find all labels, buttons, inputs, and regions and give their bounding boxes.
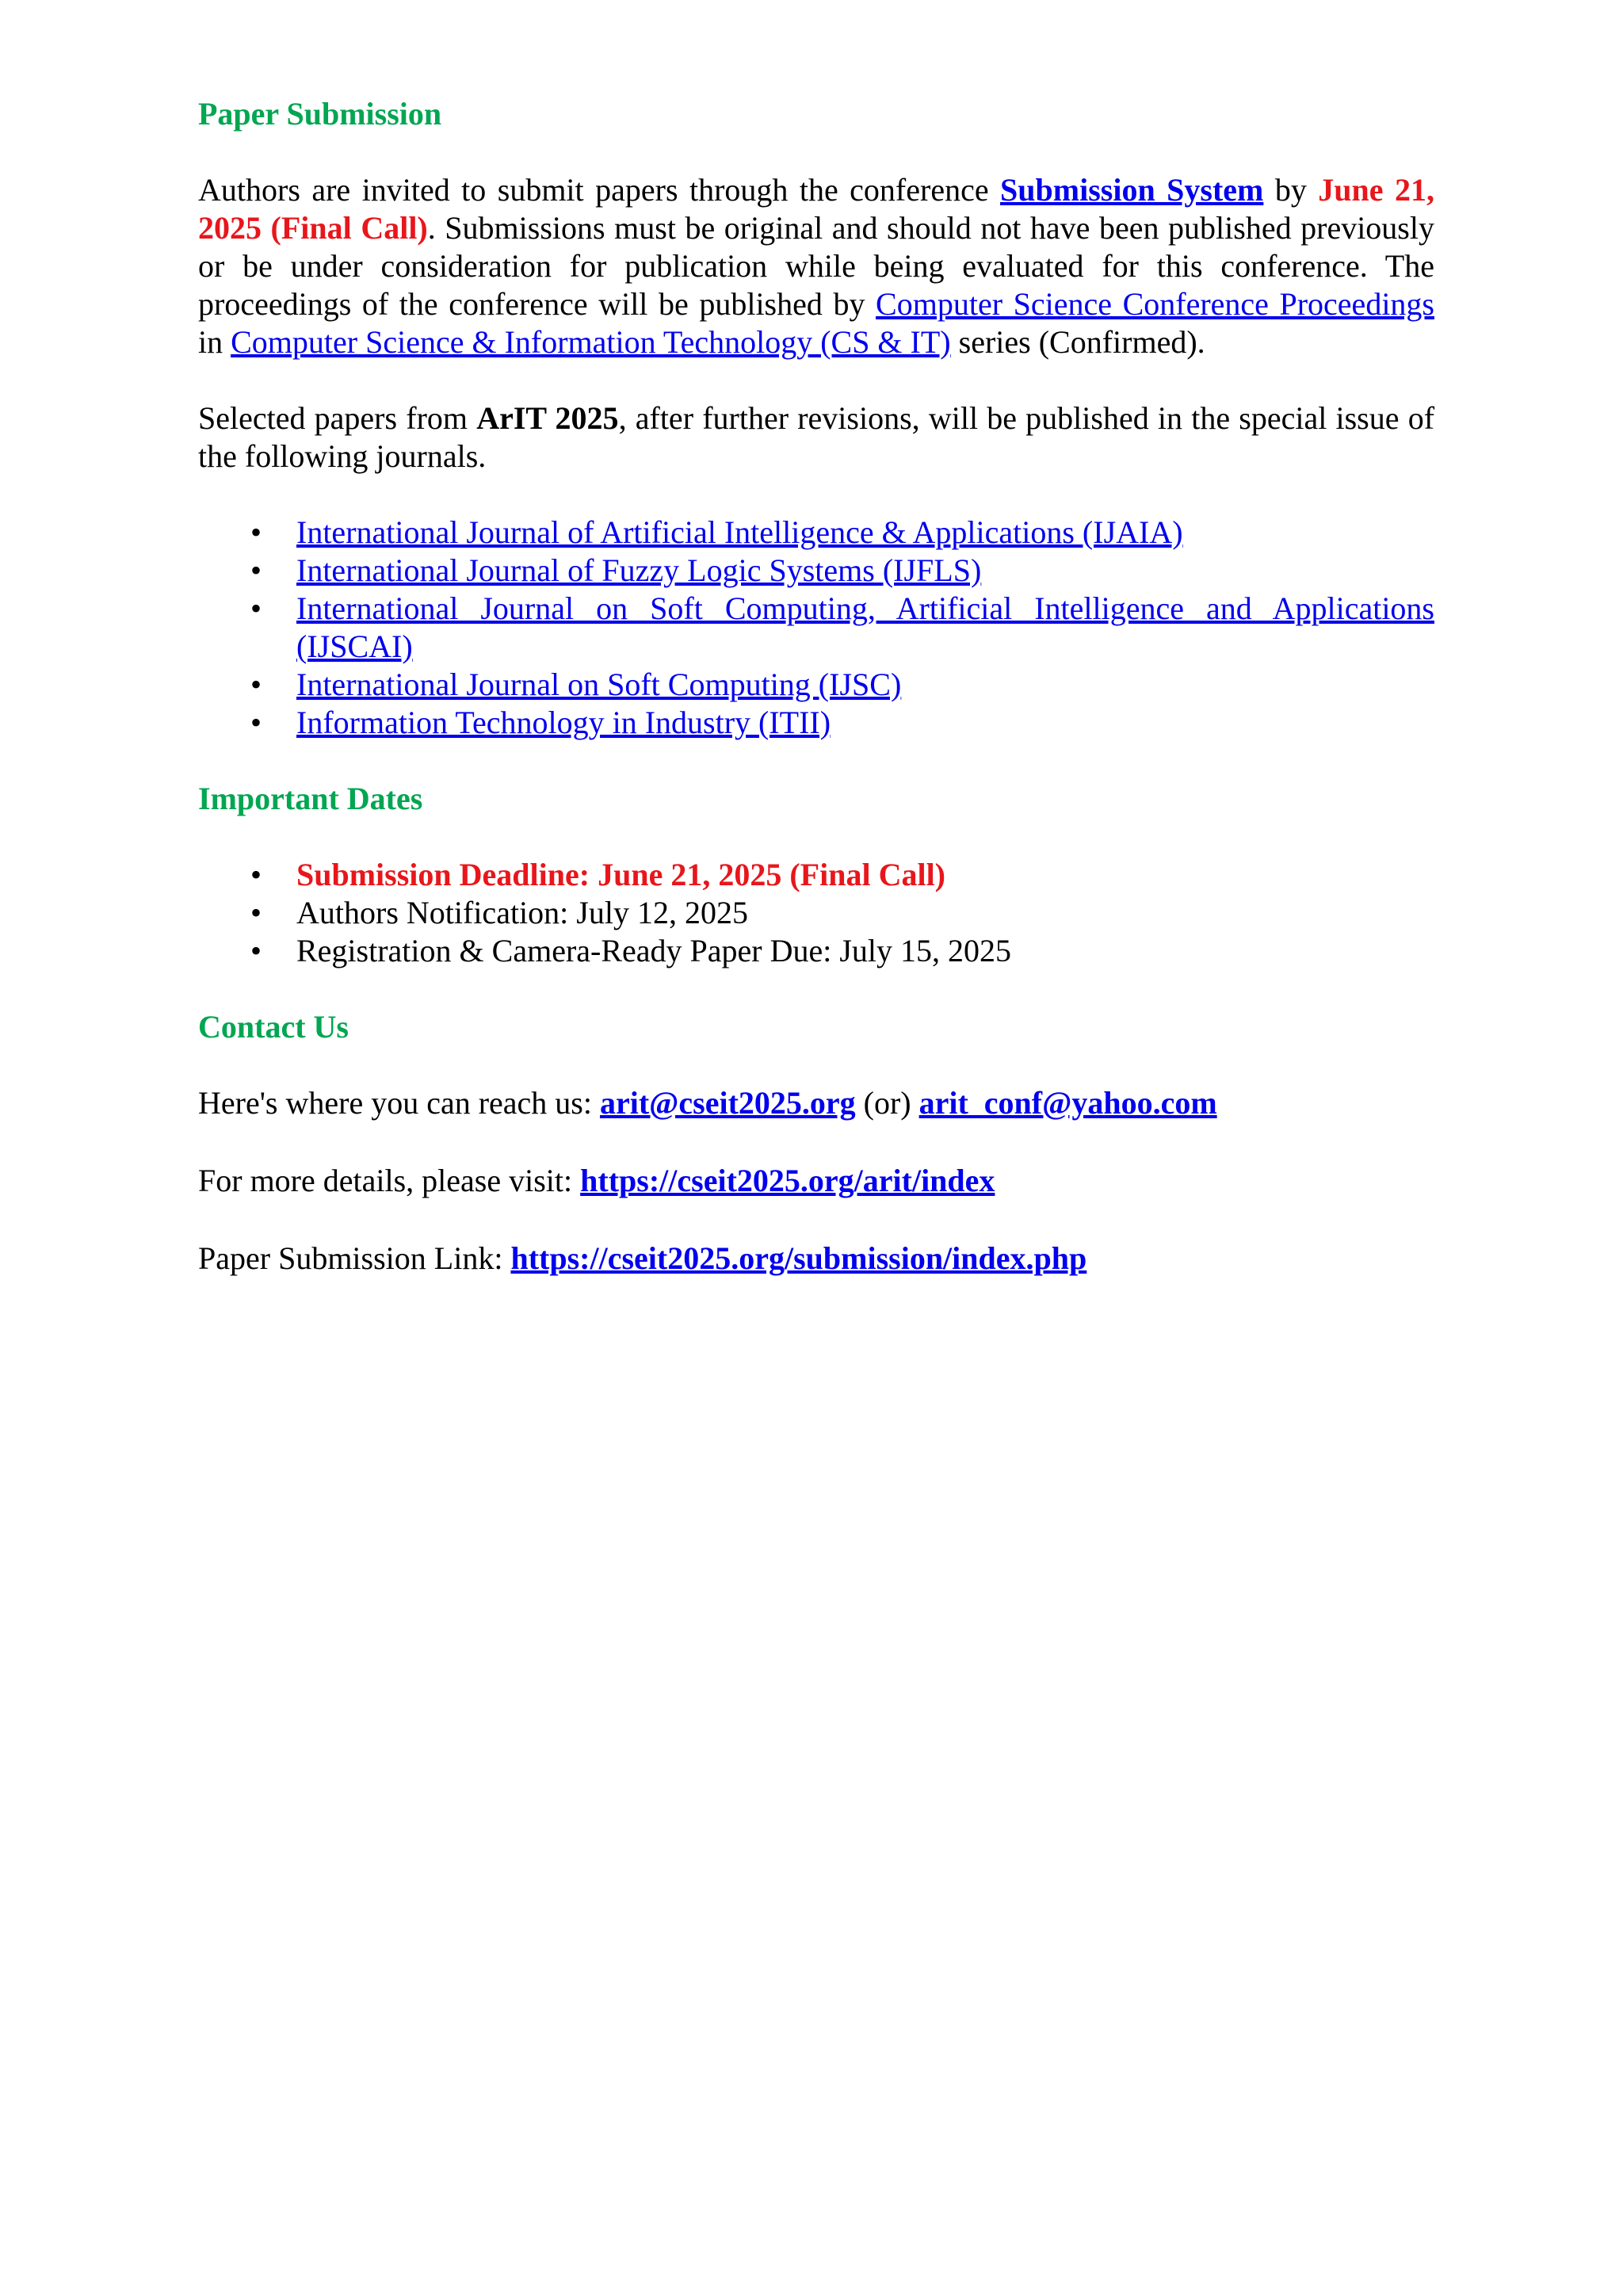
contact-line: Here's where you can reach us: arit@cseit2025.org (or) arit_conf@yahoo.com bbox=[198, 1085, 1217, 1121]
email-link-primary[interactable]: arit@cseit2025.org bbox=[599, 1085, 856, 1121]
list-item bbox=[198, 856, 1434, 894]
bullet-icon: • bbox=[250, 590, 262, 626]
bullet-icon: • bbox=[250, 667, 262, 702]
registration-date: Registration & Camera-Ready Paper Due: July 15, 2025 bbox=[296, 933, 1012, 968]
journal-link-ijsc[interactable]: International Journal on Soft Computing (IJSC) bbox=[296, 667, 902, 702]
list-item bbox=[198, 704, 1434, 742]
conference-name: ArIT 2025 bbox=[476, 400, 619, 436]
email-link-secondary[interactable]: arit_conf@yahoo.com bbox=[918, 1085, 1217, 1121]
bullet-icon: • bbox=[250, 857, 262, 892]
submission-url-link[interactable]: https://cseit2025.org/submission/index.php bbox=[510, 1240, 1087, 1276]
submission-system-link[interactable]: Submission System bbox=[1000, 172, 1264, 208]
bullet-icon: • bbox=[250, 552, 262, 588]
dates-list bbox=[198, 856, 1434, 970]
journal-list bbox=[198, 514, 1434, 742]
list-item bbox=[198, 590, 1434, 666]
bullet-icon: • bbox=[250, 933, 262, 968]
details-link[interactable]: https://cseit2025.org/arit/index bbox=[580, 1163, 995, 1198]
list-item bbox=[198, 666, 1434, 704]
bullet-icon: • bbox=[250, 705, 262, 740]
contact-heading: Contact Us bbox=[198, 1009, 349, 1045]
series-link[interactable]: Computer Science & Information Technology (CS & IT) bbox=[231, 324, 951, 360]
submission-paragraph: Authors are invited to submit papers through the conference Submission System by June 21, 2025 (Final Call). Submissions must be original and should not have been published previously or be under consideration for publication while being evaluated for this conference. The proceedings of the conference will be published by Computer Science Conference Proceedings in Computer Science & Information Technology (CS & IT) series (Confirmed). bbox=[198, 172, 1434, 360]
document-page bbox=[198, 95, 1434, 1278]
journal-link-itii[interactable]: Information Technology in Industry (ITII) bbox=[296, 705, 831, 740]
paper-submission-heading: Paper Submission bbox=[198, 96, 442, 132]
list-item bbox=[198, 894, 1434, 932]
submission-deadline: Submission Deadline: June 21, 2025 (Final Call) bbox=[296, 857, 946, 892]
details-line: For more details, please visit: https://cseit2025.org/arit/index bbox=[198, 1163, 995, 1198]
journal-link-ijfls[interactable]: International Journal of Fuzzy Logic Systems (IJFLS) bbox=[296, 552, 982, 588]
journal-link-ijaia[interactable]: International Journal of Artificial Intelligence & Applications (IJAIA) bbox=[296, 514, 1183, 550]
list-item bbox=[198, 552, 1434, 590]
proceedings-link[interactable]: Computer Science Conference Proceedings bbox=[876, 286, 1434, 322]
selected-papers-paragraph: Selected papers from ArIT 2025, after further revisions, will be published in the special issue of the following journals. bbox=[198, 400, 1435, 474]
submission-link-line: Paper Submission Link: https://cseit2025.org/submission/index.php bbox=[198, 1240, 1087, 1276]
bullet-icon: • bbox=[250, 514, 262, 550]
journal-link-ijscai[interactable]: International Journal on Soft Computing, Artificial Intelligence and Applications (IJSCAI) bbox=[296, 590, 1434, 664]
important-dates-heading: Important Dates bbox=[198, 781, 423, 816]
list-item bbox=[198, 514, 1434, 552]
authors-notification: Authors Notification: July 12, 2025 bbox=[296, 895, 748, 930]
list-item bbox=[198, 932, 1434, 970]
bullet-icon: • bbox=[250, 895, 262, 930]
submission-deadline-inline: June 21, 2025 (Final Call) bbox=[198, 172, 1434, 246]
